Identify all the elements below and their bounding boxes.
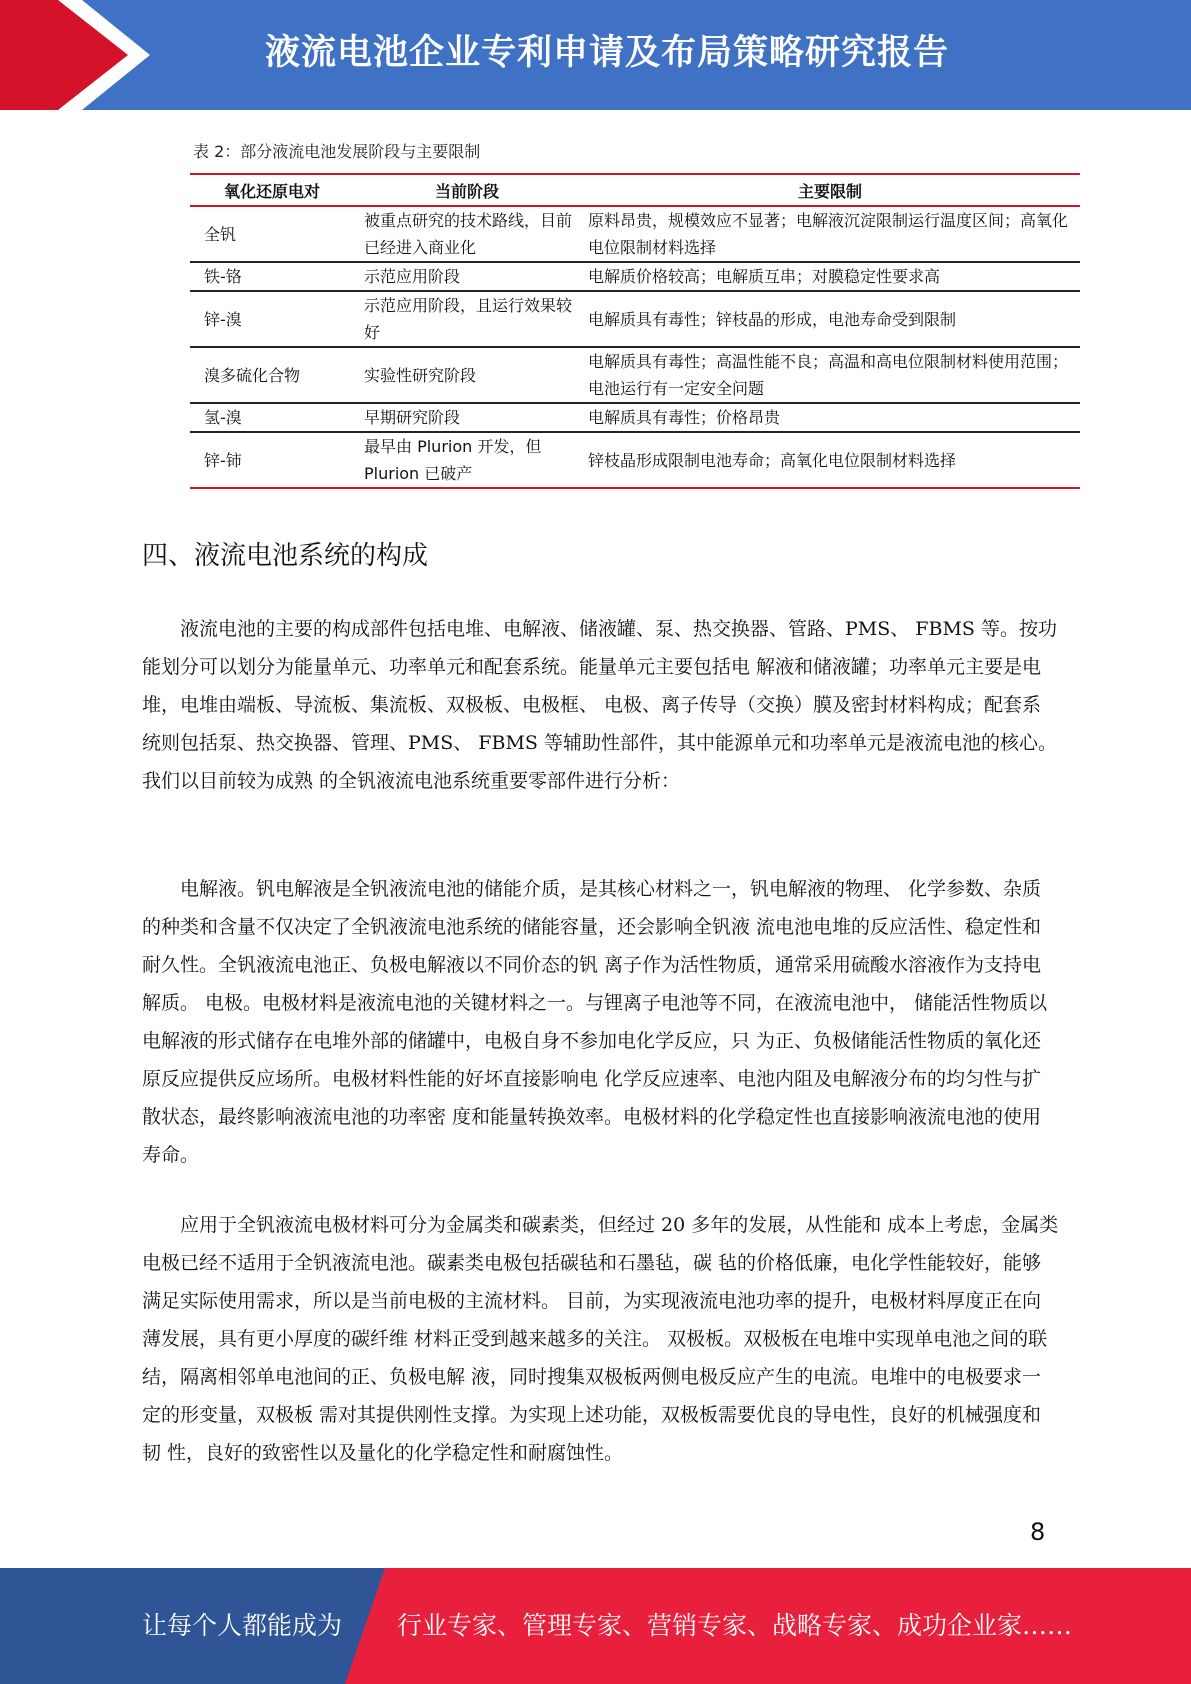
paragraph: [142, 870, 1060, 1174]
table-caption: 表 2：部分液流电池发展阶段与主要限制: [193, 142, 481, 161]
section-heading: 四、液流电池系统的构成: [142, 541, 429, 571]
table-cell: 电解质具有毒性；高温性能不良；高温和高电位限制材料使用范围；电池运行有一定安全问题: [580, 347, 1080, 403]
table-row: [190, 206, 1080, 262]
table-cell: 示范应用阶段: [354, 262, 580, 291]
table-row: [190, 347, 1080, 403]
page-number: 8: [1030, 1518, 1046, 1546]
table-cell: 电解质价格较高；电解质互串；对膜稳定性要求高: [580, 262, 1080, 291]
paragraph-text: 电解液。钒电解液是全钒液流电池的储能介质，是其核心材料之一，钒电解液的物理、 化学参数、杂质的种类和含量不仅决定了全钒液流电池系统的储能容量，还会影响全钒液 流电池电堆的反应活性、稳定性和耐久性。全钒液流电池正、负极电解液以不同价态的钒 离子作为活性物质，通常采用硫酸水溶液作为支持电解质。 电极。电极材料是液流电池的关键材料之一。与锂离子电池等不同，在液流电池中， 储能活性物质以电解液的形式储存在电堆外部的储罐中，电极自身不参加电化学反应，只 为正、负极储能活性物质的氧化还原反应提供反应场所。电极材料性能的好坏直接影响电 化学反应速率、电池内阻及电解液分布的均匀性与扩散状态，最终影响液流电池的功率密 度和能量转换效率。电极材料的化学稳定性也直接影响液流电池的使用寿命。: [142, 878, 1048, 1166]
paragraph-text: 液流电池的主要的构成部件包括电堆、电解液、储液罐、泵、热交换器、管路、PMS、 FBMS 等。按功能划分可以划分为能量单元、功率单元和配套系统。能量单元主要包括电 解液和储液罐；功率单元主要是电堆，电堆由端板、导流板、集流板、双极板、电极框、 电极、离子传导（交换）膜及密封材料构成；配套系统则包括泵、热交换器、管理、PMS、 FBMS 等辅助性部件，其中能源单元和功率单元是液流电池的核心。我们以目前较为成熟 的全钒液流电池系统重要零部件进行分析：: [142, 618, 1057, 792]
table-header-row: [190, 174, 1080, 206]
table-cell: 电解质具有毒性；价格昂贵: [580, 403, 1080, 432]
table-cell: 最早由 Plurion 开发，但 Plurion 已破产: [364, 437, 542, 483]
table-row: [190, 262, 1080, 291]
table-cell: 原料昂贵，规模效应不显著；电解液沉淀限制运行温度区间；高氧化电位限制材料选择: [580, 206, 1080, 262]
table-cell: 锌-铈: [204, 450, 242, 470]
paragraph: [142, 610, 1060, 800]
limits-table: [190, 173, 1080, 489]
table-cell: 锌枝晶形成限制电池寿命；高氧化电位限制材料选择: [588, 450, 957, 470]
table-cell: 被重点研究的技术路线，目前已经进入商业化: [354, 206, 580, 262]
column-header: 主要限制: [580, 174, 1080, 206]
table-row: [190, 291, 1080, 347]
table-cell: 示范应用阶段，且运行效果较好: [354, 291, 580, 347]
column-header: 当前阶段: [354, 174, 580, 206]
limits-table-block: [190, 135, 1080, 489]
table-row: [190, 403, 1080, 432]
page-header: [0, 0, 1191, 110]
table-cell: 早期研究阶段: [354, 403, 580, 432]
table-cell: 溴多硫化合物: [190, 347, 354, 403]
table-cell: 氢-溴: [190, 403, 354, 432]
paragraph: [142, 1206, 1060, 1472]
page-footer: [0, 1568, 1191, 1684]
paragraph-text: 应用于全钒液流电极材料可分为金属类和碳素类，但经过 20 多年的发展，从性能和 成本上考虑，金属类电极已经不适用于全钒液流电池。碳素类电极包括碳毡和石墨毡，碳 毡的价格低廉，电化学性能较好，能够满足实际使用需求，所以是当前电极的主流材料。 目前，为实现液流电池功率的提升，电极材料厚度正在向薄发展，具有更小厚度的碳纤维 材料正受到越来越多的关注。 双极板。双极板在电堆中实现单电池之间的联结，隔离相邻单电池间的正、负极电解 液，同时搜集双极板两侧电极反应产生的电流。电堆中的电极要求一定的形变量，双极板 需对其提供刚性支撑。为实现上述功能，双极板需要优良的导电性，良好的机械强度和韧 性，良好的致密性以及量化的化学稳定性和耐腐蚀性。: [142, 1214, 1059, 1464]
footer-slogan-left: 让每个人都能成为: [142, 1611, 343, 1640]
table-cell: 锌-溴: [190, 291, 354, 347]
table-cell: 全钒: [190, 206, 354, 262]
column-header: 氧化还原电对: [190, 174, 354, 206]
table-row: [190, 432, 1080, 488]
report-title: 液流电池企业专利申请及布局策略研究报告: [265, 33, 950, 73]
footer-slogan-right: 行业专家、管理专家、营销专家、战略专家、成功企业家……: [397, 1611, 1073, 1640]
table-cell: 铁-铬: [190, 262, 354, 291]
table-cell: 实验性研究阶段: [354, 347, 580, 403]
table-cell: 电解质具有毒性；锌枝晶的形成，电池寿命受到限制: [580, 291, 1080, 347]
